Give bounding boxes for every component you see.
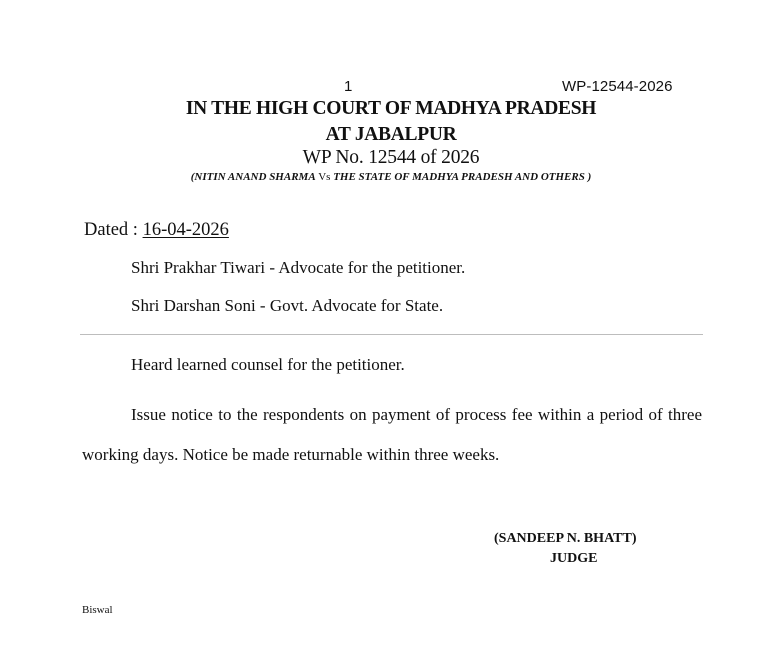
dated-label: Dated : — [84, 220, 143, 240]
versus-label: Vs — [315, 171, 334, 183]
court-name: IN THE HIGH COURT OF MADHYA PRADESH — [185, 98, 597, 119]
parties-close-paren: ) — [584, 171, 592, 183]
order-paragraph-notice: Issue notice to the respondents on payment of process fee within a period of three working days. Notice be made returnable within three weeks. — [82, 405, 702, 464]
parties-open-paren: ( — [190, 171, 195, 183]
petitioner-name: NITIN ANAND SHARMA — [194, 171, 316, 183]
case-number: WP No. 12544 of 2026 — [302, 147, 480, 168]
state-counsel: Shri Darshan Soni - Govt. Advocate for State. — [131, 296, 444, 315]
respondent-name: THE STATE OF MADHYA PRADESH AND OTHERS — [333, 171, 585, 183]
page-number: 1 — [344, 78, 353, 95]
dated-row — [84, 220, 229, 241]
petitioner-counsel: Shri Prakhar Tiwari - Advocate for the petitioner. — [131, 258, 466, 277]
divider — [80, 334, 703, 335]
judge-title: JUDGE — [550, 551, 598, 566]
order-date: 16-04-2026 — [142, 220, 229, 240]
case-reference: WP-12544-2026 — [562, 78, 673, 95]
court-place: AT JABALPUR — [325, 124, 457, 145]
order-paragraph-heard: Heard learned counsel for the petitioner. — [131, 355, 405, 374]
judge-name: (SANDEEP N. BHATT) — [494, 531, 637, 546]
clerk-name: Biswal — [82, 604, 113, 616]
case-parties — [0, 171, 757, 183]
